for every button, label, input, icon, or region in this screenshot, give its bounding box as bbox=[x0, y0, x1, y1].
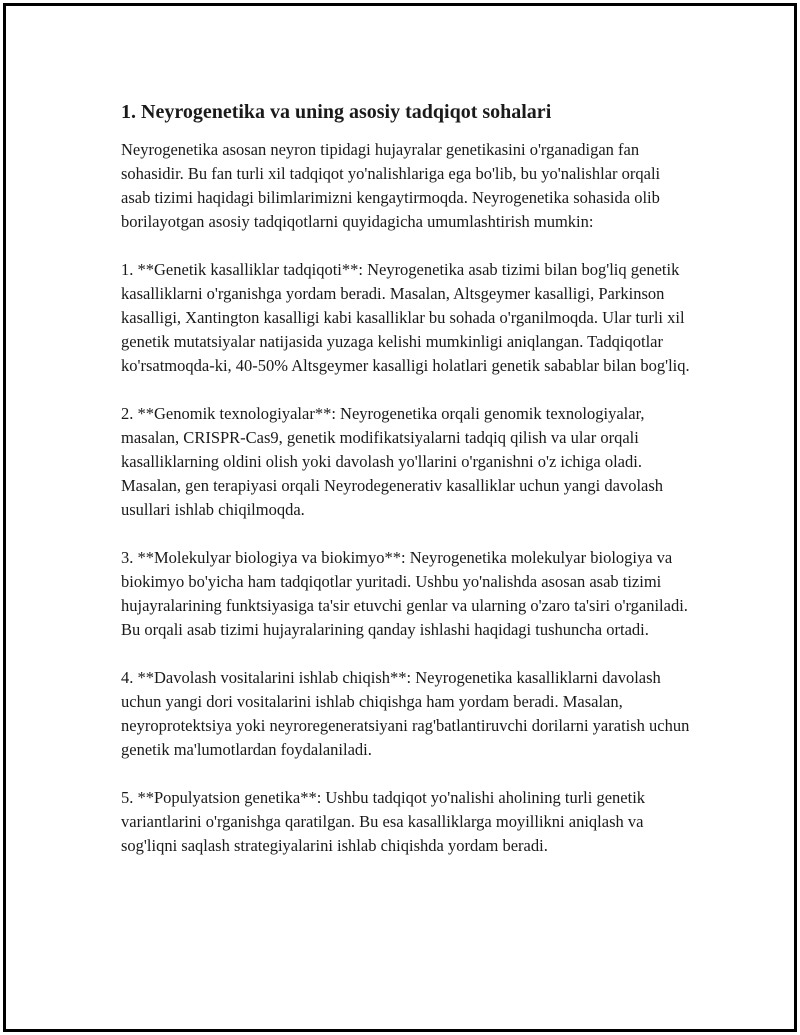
intro-paragraph: Neyrogenetika asosan neyron tipidagi hujayralar genetikasini o'rganadigan fan sohasidir. Bu fan turli xil tadqiqot yo'nalishlariga ega bo'lib, bu yo'nalishlar orqali asab tizimi haqidagi bilimlarimizni kengaytirmoqda. Neyrogenetika sohasida olib borilayotgan asosiy tadqiqotlarni quyidagicha umumlashtirish mumkin: bbox=[121, 140, 661, 231]
paragraph-genomic-technologies: 2. **Genomik texnologiyalar**: Neyrogenetika orqali genomik texnologiyalar, masalan, CRISPR-Cas9, genetik modifikatsiyalarni tadqiq qilish va ular orqali kasalliklarning oldini olish yoki davolash yo'llarini o'rganishni o'z ichiga oladi. Masalan, gen terapiyasi orqali Neyrodegenerativ kasalliklar uchun yangi davolash usullari ishlab chiqilmoqda. bbox=[121, 404, 664, 519]
document-content bbox=[121, 99, 691, 882]
paragraph-molecular-biology: 3. **Molekulyar biologiya va biokimyo**: Neyrogenetika molekulyar biologiya va biokimyo bo'yicha ham tadqiqotlar yuritadi. Ushbu yo'nalishda asosan asab tizimi hujayralarining funktsiyasiga ta'sir etuvchi genlar va ularning o'zaro ta'siri o'rganiladi. Bu orqali asab tizimi hujayralarining qanday ishlashi haqidagi tushuncha ortadi. bbox=[121, 548, 688, 639]
section-heading: 1. Neyrogenetika va uning asosiy tadqiqot sohalari bbox=[121, 101, 552, 123]
paragraph-genetic-diseases: 1. **Genetik kasalliklar tadqiqoti**: Neyrogenetika asab tizimi bilan bog'liq genetik kasalliklarni o'rganishga yordam beradi. Masalan, Altsgeymer kasalligi, Parkinson kasalligi, Xantington kasalligi kabi kasalliklar bu sohada o'rganilmoqda. Ular turli xil genetik mutatsiyalar natijasida yuzaga kelishi mumkinligi aniqlangan. Tadqiqotlar ko'rsatmoqda-ki, 40-50% Altsgeymer kasalligi holatlari genetik sabablar bilan bog'liq. bbox=[121, 260, 690, 375]
paragraph-treatment-development: 4. **Davolash vositalarini ishlab chiqish**: Neyrogenetika kasalliklarni davolash uchun yangi dori vositalarini ishlab chiqishga ham yordam beradi. Masalan, neyroprotektsiya yoki neyroregeneratsiyani rag'batlantiruvchi dorilarni yaratish uchun genetik ma'lumotlardan foydalaniladi. bbox=[121, 668, 690, 759]
paragraph-population-genetics: 5. **Populyatsion genetika**: Ushbu tadqiqot yo'nalishi aholining turli genetik variantlarini o'rganishga qaratilgan. Bu esa kasalliklarga moyillikni aniqlash va sog'liqni saqlash strategiyalarini ishlab chiqishda yordam beradi. bbox=[121, 788, 646, 855]
document-page bbox=[3, 3, 797, 1032]
